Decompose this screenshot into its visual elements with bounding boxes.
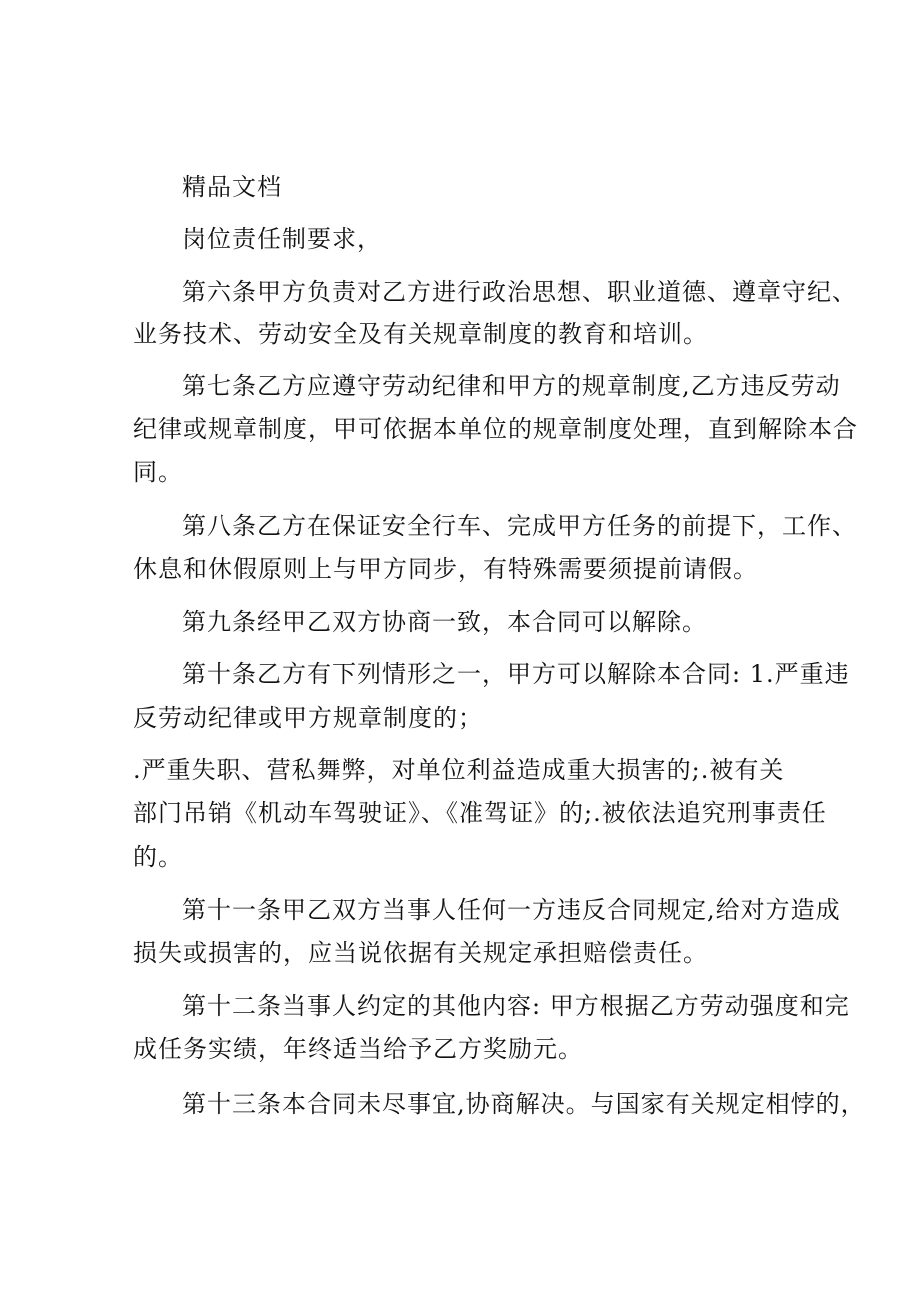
text-line: 第十二条当事人约定的其他内容: 甲方根据乙方劳动强度和完	[182, 992, 850, 1020]
text-line: 第八条乙方在保证安全行车、完成甲方任务的前提下，工作、	[182, 512, 857, 540]
text-line: 纪律或规章制度，甲可依据本单位的规章制度处理，直到解除本合	[133, 415, 858, 443]
text-line: 第六条甲方负责对乙方进行政治思想、职业道德、遵章守纪、	[182, 278, 857, 306]
text-line: 同。	[133, 458, 183, 486]
text-line: 反劳动纪律或甲方规章制度的；	[133, 704, 483, 732]
text-line: 第十三条本合同未尽事宜,协商解决。与国家有关规定相悖的，	[182, 1090, 866, 1118]
text-line: 第十一条甲乙双方当事人任何一方违反合同规定,给对方造成	[182, 896, 841, 924]
text-line: .严重失职、营私舞弊，对单位利益造成重大损害的;.被有关	[133, 756, 785, 784]
text-line: 第十条乙方有下列情形之一，甲方可以解除本合同: 1.严重违	[182, 660, 850, 688]
text-line: 第七条乙方应遵守劳动纪律和甲方的规章制度,乙方违反劳动	[182, 372, 841, 400]
text-line: 部门吊销《机动车驾驶证》、《准驾证》的;.被依法追究刑事责任	[133, 799, 827, 827]
text-line: 休息和休假原则上与甲方同步，有特殊需要须提前请假。	[133, 555, 758, 583]
text-line: 损失或损害的，应当说依据有关规定承担赔偿责任。	[133, 939, 708, 967]
text-line: 第九条经甲乙双方协商一致，本合同可以解除。	[182, 608, 707, 636]
text-line: 的。	[133, 843, 183, 871]
document-header: 精品文档	[182, 173, 282, 201]
text-line: 成任务实绩，年终适当给予乙方奖励元。	[133, 1035, 583, 1063]
text-line: 岗位责任制要求，	[182, 225, 382, 253]
text-line: 业务技术、劳动安全及有关规章制度的教育和培训。	[133, 320, 708, 348]
